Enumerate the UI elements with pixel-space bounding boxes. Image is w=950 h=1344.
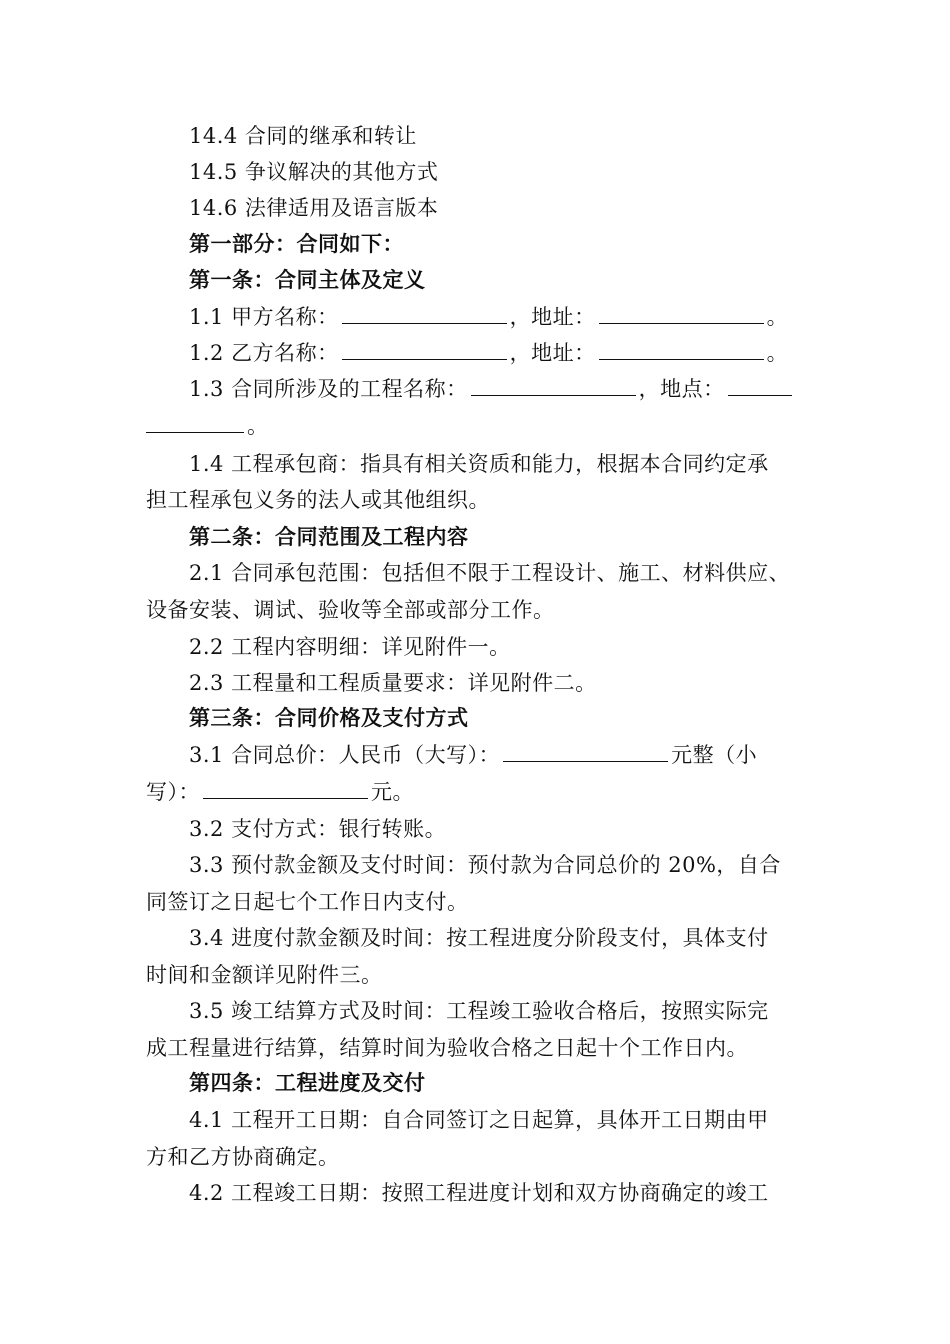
total-price-capital-blank[interactable]: [503, 737, 668, 762]
clause-4-1-line-1: 4.1 工程开工日期：自合同签订之日起算，具体开工日期由甲: [189, 1108, 769, 1132]
clause-1-3-cont: [146, 408, 826, 444]
clause-2-3: 2.3 工程量和工程质量要求：详见附件二。: [189, 671, 597, 695]
party-b-address-blank[interactable]: [599, 335, 764, 360]
clause-1-2-end: 。: [766, 341, 789, 365]
clause-3-1-end: 元。: [371, 780, 414, 804]
clause-4-2-line-1: 4.2 工程竣工日期：按照工程进度计划和双方协商确定的竣工: [189, 1181, 769, 1205]
project-name-blank[interactable]: [471, 371, 636, 396]
clause-1-4-line-2: 担工程承包义务的法人或其他组织。: [146, 488, 490, 512]
clause-1-2: [189, 335, 869, 371]
project-location-blank-cont[interactable]: [146, 408, 244, 433]
clause-3-4-line-1: 3.4 进度付款金额及时间：按工程进度分阶段支付，具体支付: [189, 926, 769, 950]
clause-3-3-line-1: 3.3 预付款金额及支付时间：预付款为合同总价的 20%，自合: [189, 853, 781, 877]
clause-1-3: [189, 371, 869, 407]
toc-item-14-4: 14.4 合同的继承和转让: [189, 124, 417, 148]
clause-1-3-end: 。: [247, 414, 269, 438]
clause-1-3-location-label: ，地点：: [638, 377, 725, 401]
clause-1-2-label: 1.2 乙方名称：: [189, 341, 339, 365]
clause-1-3-label: 1.3 合同所涉及的工程名称：: [189, 377, 468, 401]
clause-1-1: [189, 299, 869, 335]
party-a-address-blank[interactable]: [599, 299, 764, 324]
party-a-name-blank[interactable]: [342, 299, 507, 324]
project-location-blank[interactable]: [728, 371, 792, 396]
clause-1-2-address-label: ，地址：: [509, 341, 596, 365]
clause-3-2: 3.2 支付方式：银行转账。: [189, 817, 447, 841]
toc-item-14-6: 14.6 法律适用及语言版本: [189, 196, 439, 220]
clause-1-4-line-1: 1.4 工程承包商：指具有相关资质和能力，根据本合同约定承: [189, 452, 769, 476]
clause-3-1-line-1: [189, 737, 869, 773]
clause-3-3-line-2: 同签订之日起七个工作日内支付。: [146, 890, 469, 914]
clause-2-1-line-2: 设备安装、调试、验收等全部或部分工作。: [146, 598, 555, 622]
article-3-heading: 第三条：合同价格及支付方式: [189, 706, 469, 730]
toc-item-14-5: 14.5 争议解决的其他方式: [189, 160, 439, 184]
total-price-numeric-blank[interactable]: [203, 774, 368, 799]
clause-3-1-label: 3.1 合同总价：人民币（大写）：: [189, 743, 501, 767]
article-2-heading: 第二条：合同范围及工程内容: [189, 525, 469, 549]
clause-4-1-line-2: 方和乙方协商确定。: [146, 1145, 340, 1169]
clause-2-2: 2.2 工程内容明细：详见附件一。: [189, 635, 511, 659]
clause-3-5-line-1: 3.5 竣工结算方式及时间：工程竣工验收合格后，按照实际完: [189, 999, 769, 1023]
clause-3-5-line-2: 成工程量进行结算，结算时间为验收合格之日起十个工作日内。: [146, 1036, 748, 1060]
clause-3-1-line-2: [146, 774, 826, 810]
clause-1-1-address-label: ，地址：: [509, 305, 596, 329]
clause-1-1-end: 。: [766, 305, 789, 329]
clause-3-4-line-2: 时间和金额详见附件三。: [146, 963, 383, 987]
article-1-heading: 第一条：合同主体及定义: [189, 268, 426, 292]
party-b-name-blank[interactable]: [342, 335, 507, 360]
part-heading: 第一部分：合同如下：: [189, 232, 404, 256]
clause-1-1-label: 1.1 甲方名称：: [189, 305, 339, 329]
clause-3-1-small-label: 写）：: [146, 780, 200, 804]
clause-2-1-line-1: 2.1 合同承包范围：包括但不限于工程设计、施工、材料供应、: [189, 561, 791, 585]
clause-3-1-unit: 元整（小: [671, 743, 758, 767]
article-4-heading: 第四条：工程进度及交付: [189, 1071, 426, 1095]
